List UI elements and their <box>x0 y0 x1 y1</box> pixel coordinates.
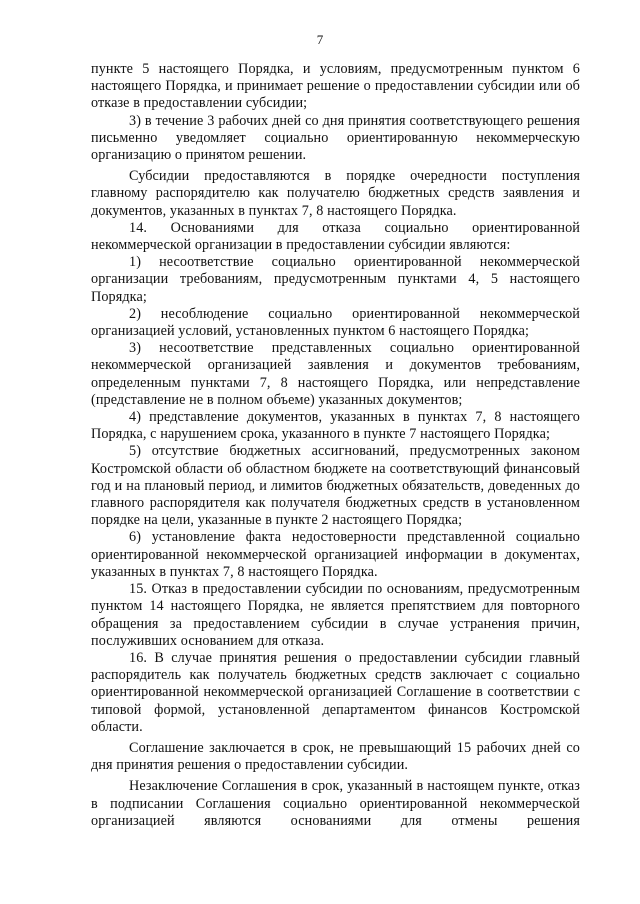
paragraph: 3) в течение 3 рабочих дней со дня принятия соответствующего решения письменно уведомляет социально ориентированную некоммерческую организацию о принятом решении. <box>91 112 580 164</box>
paragraph: Субсидии предоставляются в порядке очередности поступления главному распорядителю как получателю бюджетных средств заявления и документов, указанных в пунктах 7, 8 настоящего Порядка. <box>91 168 580 219</box>
paragraph: Незаключение Соглашения в срок, указанный в настоящем пункте, отказ в подписании Соглашения социально ориентированной некоммерческой организацией являются основаниями для отмены решения <box>91 778 580 829</box>
document-body <box>91 61 580 830</box>
paragraph: 5) отсутствие бюджетных ассигнований, предусмотренных законом Костромской области об областном бюджете на соответствующий финансовый год и на плановый период, и лимитов бюджетных обязательств, доведенных до главного распорядителя как получателя бюджетных средств в установленном порядке на цели, указанные в пункте 2 настоящего Порядка; <box>91 443 580 529</box>
page-number: 7 <box>316 32 324 47</box>
paragraph: 6) установление факта недостоверности представленной социально ориентированной некоммерческой организацией информации в документах, указанных в пунктах 7, 8 настоящего Порядка. <box>91 529 580 580</box>
paragraph: 2) несоблюдение социально ориентированной некоммерческой организацией условий, установленных пунктом 6 настоящего Порядка; <box>91 305 580 340</box>
paragraph: 1) несоответствие социально ориентированной некоммерческой организации требованиям, предусмотренным пунктами 4, 5 настоящего Порядка; <box>91 254 580 305</box>
paragraph: пункте 5 настоящего Порядка, и условиям, предусмотренным пунктом 6 настоящего Порядка, и принимает решение о предоставлении субсидии или об отказе в предоставлении субсидии; <box>91 61 580 112</box>
paragraph: 14. Основаниями для отказа социально ориентированной некоммерческой организации в предоставлении субсидии являются: <box>91 219 580 254</box>
paragraph: 16. В случае принятия решения о предоставлении субсидии главный распорядитель как получатель бюджетных средств заключает с социально ориентированной некоммерческой организацией Соглашение в соответствии с типовой формой, установленной департаментом финансов Костромской области. <box>91 649 580 735</box>
paragraph: 15. Отказ в предоставлении субсидии по основаниям, предусмотренным пунктом 14 настоящего Порядка, не является препятствием для повторного обращения за предоставлением субсидии в случае устранения причин, послуживших основанием для отказа. <box>91 581 580 649</box>
paragraph: Соглашение заключается в срок, не превышающий 15 рабочих дней со дня принятия решения о предоставлении субсидии. <box>91 739 580 774</box>
paragraph: 3) несоответствие представленных социально ориентированной некоммерческой организацией заявления и документов требованиям, определенным пунктами 7, 8 настоящего Порядка, или непредставление (представление не в полном объеме) указанных документов; <box>91 340 580 408</box>
paragraph: 4) представление документов, указанных в пунктах 7, 8 настоящего Порядка, с нарушением срока, указанного в пункте 7 настоящего Порядка; <box>91 409 580 443</box>
